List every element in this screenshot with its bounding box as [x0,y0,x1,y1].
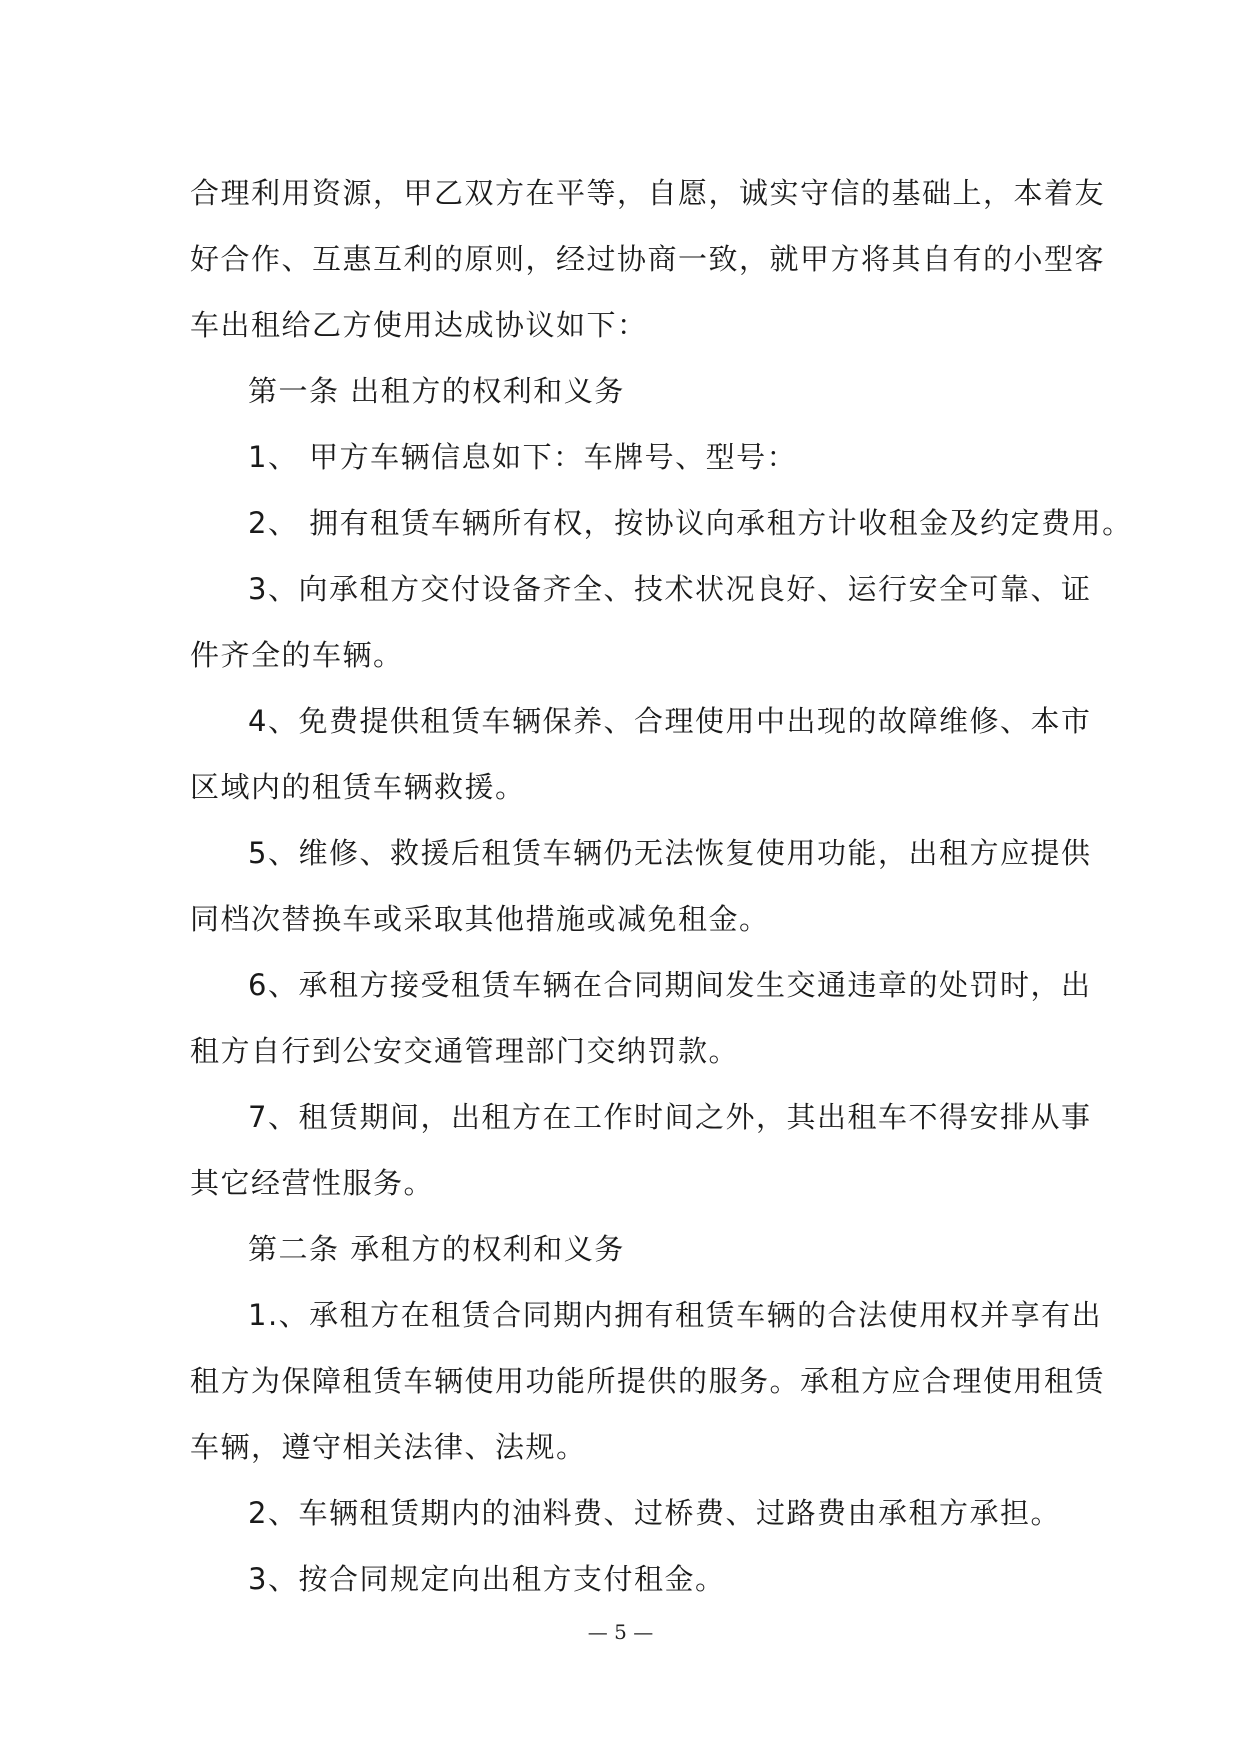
text-line: 车辆，遵守相关法律、法规。 [190,1430,587,1464]
text-line: 6、承租方接受租赁车辆在合同期间发生交通违章的处罚时，出 [248,968,1092,1002]
text-line: 合理利用资源，甲乙双方在平等，自愿，诚实守信的基础上，本着友 [190,176,1106,210]
text-line: 租方自行到公安交通管理部门交纳罚款。 [190,1034,740,1068]
text-line: 同档次替换车或采取其他措施或减免租金。 [190,902,770,936]
text-line: 租方为保障租赁车辆使用功能所提供的服务。承租方应合理使用租赁 [190,1364,1106,1398]
text-line: 7、租赁期间，出租方在工作时间之外，其出租车不得安排从事 [248,1100,1092,1134]
text-line: 车出租给乙方使用达成协议如下： [190,308,648,342]
text-line: 4、免费提供租赁车辆保养、合理使用中出现的故障维修、本市 [248,704,1092,738]
text-line: 3、按合同规定向出租方支付租金。 [248,1562,726,1596]
text-line: 1、 甲方车辆信息如下：车牌号、型号： [248,440,798,474]
document-body [190,160,1133,1612]
text-line: 第一条 出租方的权利和义务 [248,374,625,408]
text-line: 区域内的租赁车辆救援。 [190,770,526,804]
text-line: 第二条 承租方的权利和义务 [248,1232,625,1266]
text-line: 好合作、互惠互利的原则，经过协商一致，就甲方将其自有的小型客 [190,242,1106,276]
text-line: 件齐全的车辆。 [190,638,404,672]
text-line: 3、向承租方交付设备齐全、技术状况良好、运行安全可靠、证 [248,572,1092,606]
text-line: 2、车辆租赁期内的油料费、过桥费、过路费由承租方承担。 [248,1496,1061,1530]
text-line: 5、维修、救援后租赁车辆仍无法恢复使用功能，出租方应提供 [248,836,1092,870]
text-line: 其它经营性服务。 [190,1166,435,1200]
page-number: — 5 — [587,1620,654,1644]
text-line: 1.、承租方在租赁合同期内拥有租赁车辆的合法使用权并享有出 [248,1298,1103,1332]
text-line: 2、 拥有租赁车辆所有权，按协议向承租方计收租金及约定费用。 [248,506,1133,540]
